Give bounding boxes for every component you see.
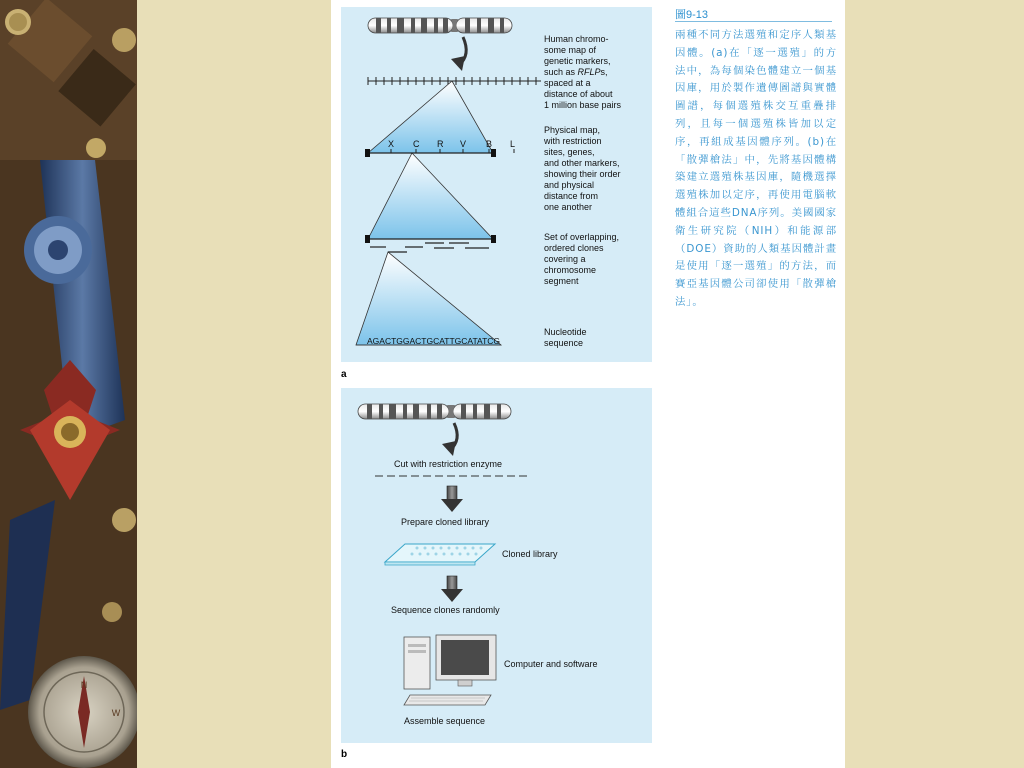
panel-b-shotgun-diagram	[341, 388, 652, 743]
zoom-wedge-1	[368, 81, 493, 153]
genetic-marker-map	[368, 77, 541, 85]
down-arrow-icon	[441, 576, 463, 602]
cloned-library-plate-icon	[385, 544, 495, 565]
map-letter: R	[437, 139, 444, 149]
panel-a-hierarchical-shotgun-diagram	[341, 7, 652, 362]
label-human-chromosome-map: Human chromo- some map of genetic markers, such as RFLPs, spaced at a distance of about 1 million base pairs	[544, 34, 622, 110]
step-cut-label: Cut with restriction enzyme	[394, 459, 503, 469]
caption-divider	[675, 21, 832, 22]
panel-a-letter: a	[341, 369, 347, 380]
dna-sequence-text: AGACTGGACTGCATTGCATATCG	[367, 336, 501, 346]
zoom-wedge-2	[368, 153, 493, 239]
map-letter: B	[486, 139, 493, 149]
map-letter: L	[510, 139, 516, 149]
label-physical-map: Physical map, with restriction sites, genes, and other markers, showing their order and physical distance from one another	[544, 125, 621, 212]
panel-b-graphics	[341, 388, 652, 743]
chromosome-icon	[368, 18, 512, 33]
step-assemble-label: Assemble sequence	[404, 716, 486, 726]
zoom-wedge-3	[356, 252, 501, 345]
map-letter: X	[388, 139, 395, 149]
computer-icon	[404, 635, 496, 705]
svg-text:N: N	[80, 680, 88, 690]
label-clone-set: Set of overlapping, ordered clones covering a chromosome segment	[544, 232, 620, 286]
svg-text:W: W	[111, 708, 121, 718]
chromosome-icon	[358, 404, 511, 419]
decorative-medal-photo	[0, 0, 137, 768]
label-nucleotide-sequence: Nucleotide sequence	[544, 327, 587, 348]
down-arrow-icon	[441, 486, 463, 512]
step-sequence-label: Sequence clones randomly	[391, 605, 500, 615]
cloned-library-label: Cloned library	[502, 549, 558, 559]
step-prepare-label: Prepare cloned library	[401, 517, 490, 527]
panel-b-letter: b	[341, 749, 348, 760]
figure-caption-body: 兩種不同方法選殖和定序人類基因體。(a)在「逐一選殖」的方法中，為每個染色體建立一個基因庫，用於製作遺傳圖譜與實體圖譜，每個選殖株交互重疊排列，且每一個選殖株皆加以定序，再組成基因體序列。(b)在「散彈槍法」中，先將基因體構築建立選殖株基因庫，隨機選擇選殖株加以定序，再使用電腦軟體組合這些DNA序列。美國國家衛生研究院（NIH）和能源部（DOE）資助的人類基因體計畫是使用「逐一選殖」的方法，而賽亞基因體公司卻使用「散彈槍法」。	[675, 29, 837, 308]
figure-caption-title: 圖9-13	[675, 9, 709, 21]
map-letter: V	[460, 139, 467, 149]
curved-arrow-icon	[442, 423, 457, 456]
curved-arrow-icon	[451, 37, 466, 71]
map-letter: C	[413, 139, 420, 149]
computer-label: Computer and software	[504, 659, 598, 669]
